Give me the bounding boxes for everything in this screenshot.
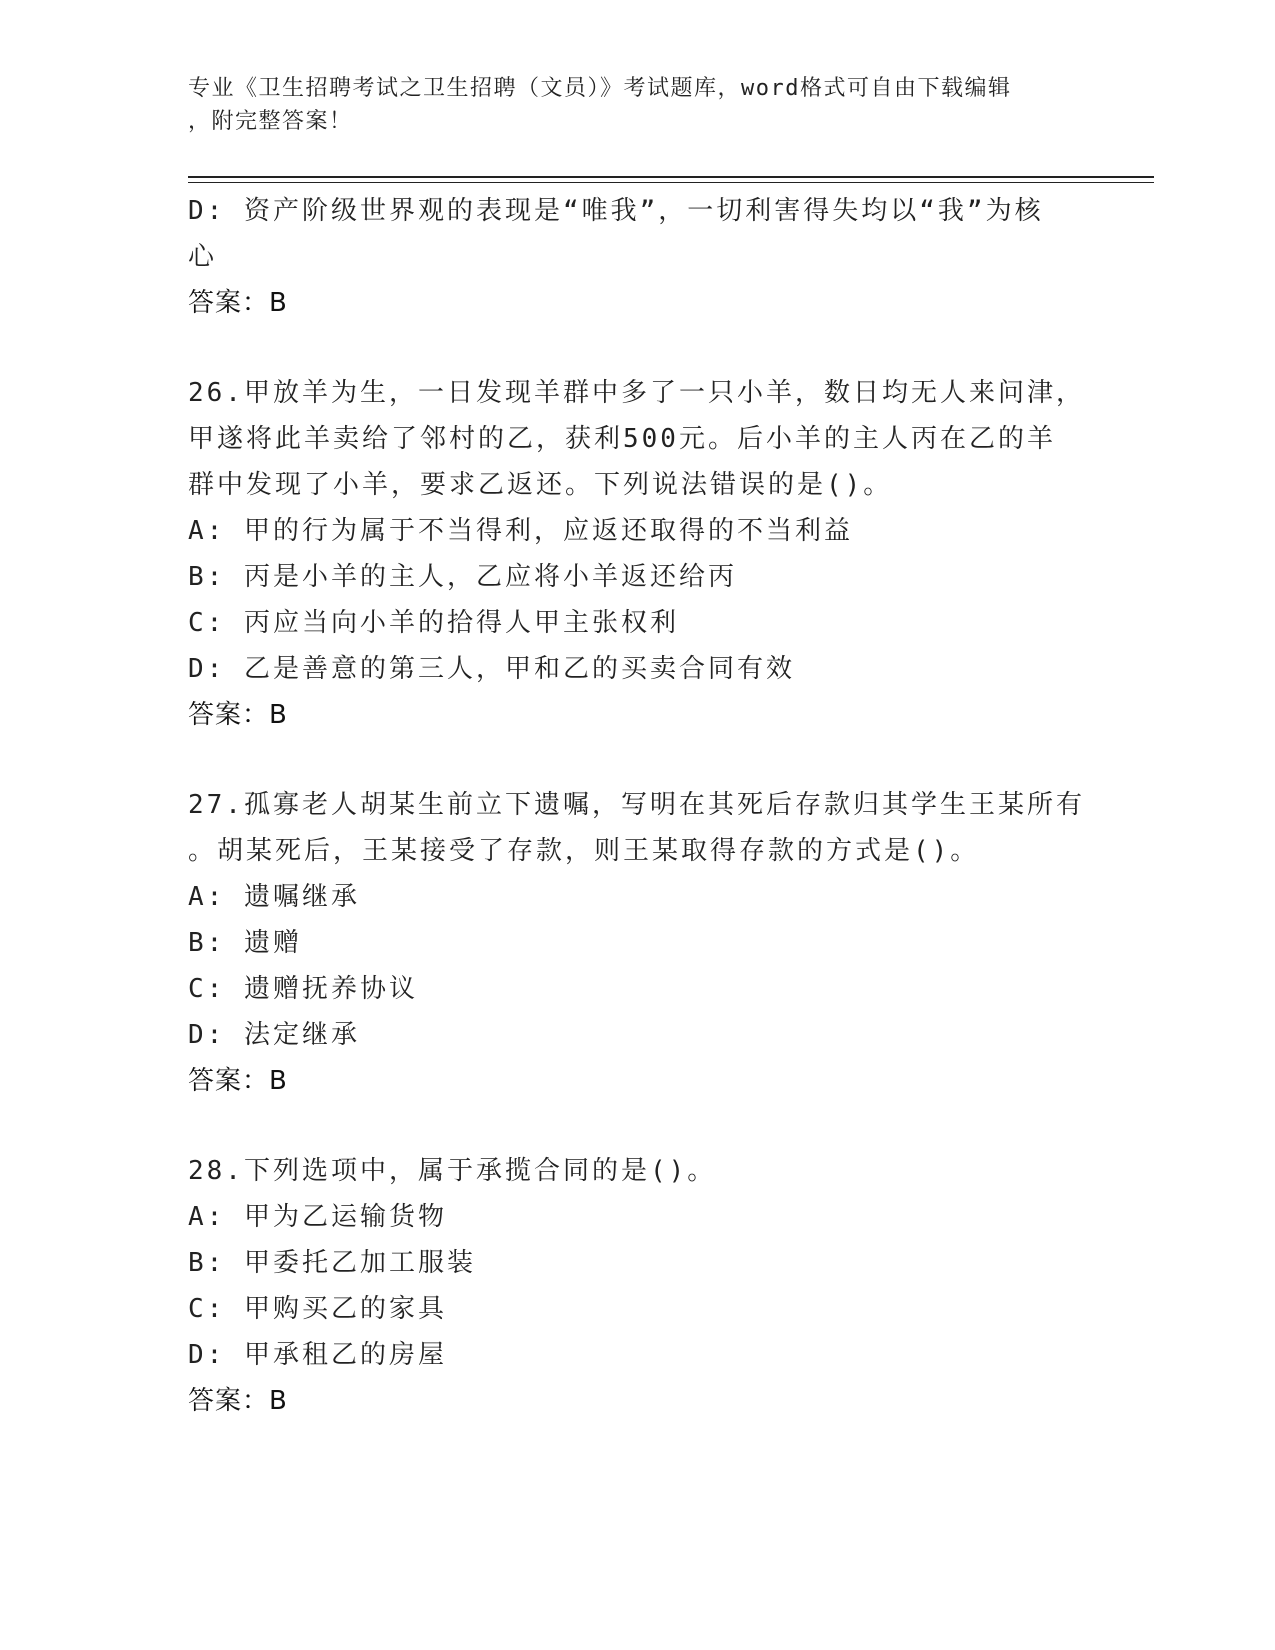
- question-stem-line: 群中发现了小羊，要求乙返还。下列说法错误的是()。: [188, 470, 893, 500]
- page-header: [188, 72, 1068, 138]
- answer-line: 答案：B: [188, 1066, 288, 1096]
- option-d-line2: 心: [188, 242, 218, 272]
- option-a: A: 遗嘱继承: [188, 882, 360, 912]
- answer-line: 答案：B: [188, 700, 288, 730]
- question-stem-line: 。胡某死后，王某接受了存款，则王某取得存款的方式是()。: [188, 836, 980, 866]
- question-28: [188, 1148, 1088, 1424]
- question-stem-line: 甲遂将此羊卖给了邻村的乙，获利500元。后小羊的主人丙在乙的羊: [188, 424, 1056, 454]
- question-stem-line: 28.下列选项中，属于承揽合同的是()。: [188, 1156, 717, 1186]
- option-d: D: 法定继承: [188, 1020, 360, 1050]
- spacer: [188, 1104, 1088, 1148]
- option-d-line1: D: 资产阶级世界观的表现是“唯我”，一切利害得失均以“我”为核: [188, 196, 1044, 226]
- answer-line: 答案：B: [188, 1386, 288, 1416]
- option-b: B: 甲委托乙加工服装: [188, 1248, 476, 1278]
- question-stem-line: 27.孤寡老人胡某生前立下遗嘱，写明在其死后存款归其学生王某所有: [188, 790, 1085, 820]
- option-a: A: 甲为乙运输货物: [188, 1202, 447, 1232]
- header-rule-thick: [188, 176, 1154, 178]
- option-c: C: 遗赠抚养协议: [188, 974, 418, 1004]
- option-c: C: 丙应当向小羊的拾得人甲主张权利: [188, 608, 679, 638]
- answer-line: 答案：B: [188, 288, 288, 318]
- prev-question-block: [188, 188, 1088, 326]
- header-title-line2: ，附完整答案！: [188, 109, 353, 134]
- question-content: [188, 188, 1088, 1424]
- option-c: C: 甲购买乙的家具: [188, 1294, 447, 1324]
- header-title-line1: 专业《卫生招聘考试之卫生招聘（文员）》考试题库，word格式可自由下载编辑: [188, 76, 1012, 101]
- question-27: [188, 782, 1088, 1104]
- header-rule-thin: [188, 182, 1154, 183]
- spacer: [188, 738, 1088, 782]
- spacer: [188, 326, 1088, 370]
- option-d: D: 甲承租乙的房屋: [188, 1340, 447, 1370]
- option-b: B: 丙是小羊的主人，乙应将小羊返还给丙: [188, 562, 737, 592]
- option-a: A: 甲的行为属于不当得利，应返还取得的不当利益: [188, 516, 853, 546]
- question-stem-line: 26.甲放羊为生，一日发现羊群中多了一只小羊，数日均无人来问津，: [188, 378, 1085, 408]
- option-d: D: 乙是善意的第三人，甲和乙的买卖合同有效: [188, 654, 795, 684]
- question-26: [188, 370, 1088, 738]
- option-b: B: 遗赠: [188, 928, 302, 958]
